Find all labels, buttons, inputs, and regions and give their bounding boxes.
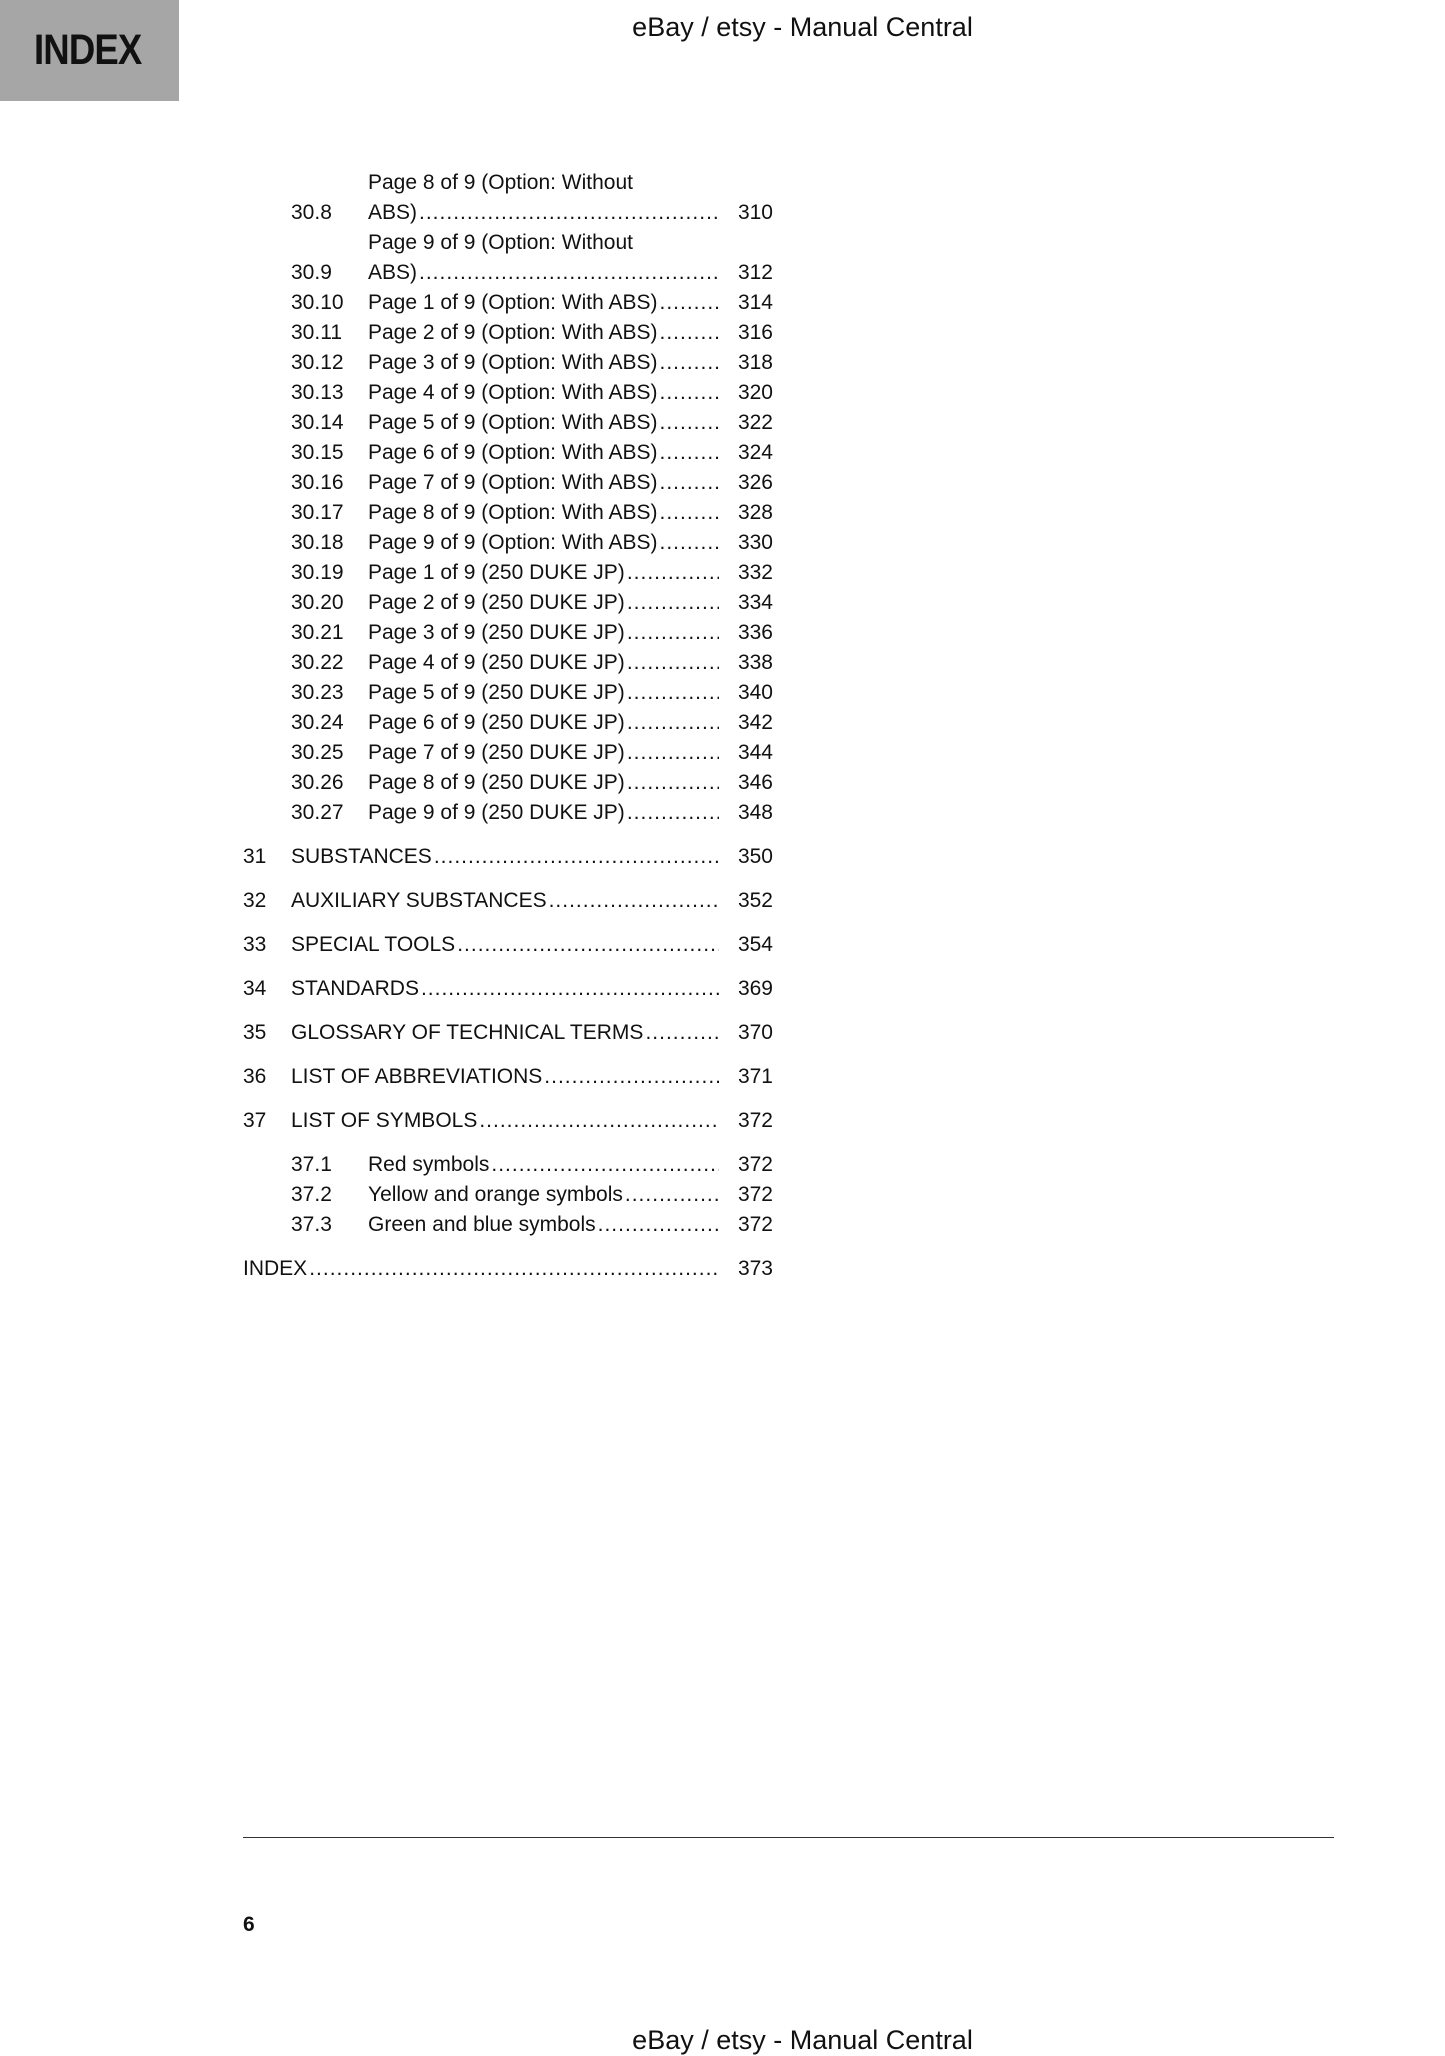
toc-entry-title: ABS) (368, 261, 418, 284)
dot-leader (627, 708, 719, 738)
toc-entry-number: 30.21 (291, 621, 344, 644)
toc-entry-page: 330 (737, 531, 773, 554)
dot-leader (659, 288, 719, 318)
toc-entry-number: 30.10 (291, 291, 344, 314)
toc-entry[interactable] (243, 886, 773, 916)
toc-entry-title: Page 4 of 9 (Option: With ABS) (368, 381, 658, 404)
dot-leader (627, 618, 719, 648)
toc-entry-title: STANDARDS (291, 977, 419, 1000)
toc-entry-page: 326 (737, 471, 773, 494)
toc-entry-page: 324 (737, 441, 773, 464)
toc-entry[interactable] (243, 438, 773, 468)
toc-entry-title: Page 2 of 9 (Option: With ABS) (368, 321, 658, 344)
dot-leader (627, 768, 719, 798)
toc-entry[interactable] (243, 1254, 773, 1284)
toc-entry-title: Page 5 of 9 (250 DUKE JP) (368, 681, 625, 704)
toc-entry-number: 30.11 (291, 321, 342, 344)
toc-entry-number: 37.2 (291, 1183, 332, 1206)
toc-entry-title: ABS) (368, 201, 418, 224)
toc-entry[interactable] (243, 1210, 773, 1240)
dot-leader (421, 974, 719, 1004)
toc-entry-title: Page 9 of 9 (Option: Without (368, 231, 633, 254)
toc-entry-number: 30.15 (291, 441, 344, 464)
toc-entry-page: 350 (737, 845, 773, 868)
toc-entry-title: Page 6 of 9 (Option: With ABS) (368, 441, 658, 464)
toc-entry-number: 34 (243, 977, 267, 1000)
dot-leader (659, 498, 719, 528)
toc-entry-number: 30.19 (291, 561, 344, 584)
page-header-title: eBay / etsy - Manual Central (632, 12, 973, 42)
toc-entry[interactable] (243, 408, 773, 438)
toc-entry-title: Page 3 of 9 (Option: With ABS) (368, 351, 658, 374)
toc-entry-title: Page 9 of 9 (Option: With ABS) (368, 531, 658, 554)
toc-entry[interactable] (243, 498, 773, 528)
dot-leader (544, 1062, 719, 1092)
toc-entry[interactable] (243, 378, 773, 408)
dot-leader (627, 738, 719, 768)
dot-leader (627, 588, 719, 618)
toc-entry[interactable] (243, 1106, 773, 1136)
page-footer-title: eBay / etsy - Manual Central (632, 2025, 973, 2055)
table-of-contents (243, 168, 773, 1284)
dot-leader (419, 198, 719, 228)
toc-entry[interactable] (243, 168, 773, 228)
dot-leader (625, 1180, 719, 1210)
dot-leader (627, 648, 719, 678)
toc-entry[interactable] (243, 974, 773, 1004)
toc-entry-page: 312 (737, 261, 773, 284)
dot-leader (309, 1254, 719, 1284)
toc-entry-title: Page 7 of 9 (250 DUKE JP) (368, 741, 625, 764)
toc-entry[interactable] (243, 738, 773, 768)
toc-entry-title: Page 9 of 9 (250 DUKE JP) (368, 801, 625, 824)
toc-entry[interactable] (243, 1018, 773, 1048)
dot-leader (457, 930, 719, 960)
toc-entry-page: 352 (737, 889, 773, 912)
toc-entry-page: 342 (737, 711, 773, 734)
toc-entry-page: 372 (737, 1213, 773, 1236)
dot-leader (627, 558, 719, 588)
toc-entry-number: 36 (243, 1065, 267, 1088)
toc-entry[interactable] (243, 468, 773, 498)
toc-entry-title: SUBSTANCES (291, 845, 432, 868)
toc-entry-title: Page 7 of 9 (Option: With ABS) (368, 471, 658, 494)
toc-entry-page: 336 (737, 621, 773, 644)
toc-entry[interactable] (243, 768, 773, 798)
toc-entry[interactable] (243, 318, 773, 348)
toc-entry-number: 30.13 (291, 381, 344, 404)
footer-divider (243, 1837, 1334, 1838)
toc-entry[interactable] (243, 1062, 773, 1092)
toc-entry-title: INDEX (243, 1257, 308, 1280)
toc-entry-title: LIST OF ABBREVIATIONS (291, 1065, 543, 1088)
toc-entry-title: Page 3 of 9 (250 DUKE JP) (368, 621, 625, 644)
toc-entry-number: 30.27 (291, 801, 344, 824)
toc-entry[interactable] (243, 648, 773, 678)
toc-entry-title: Page 1 of 9 (Option: With ABS) (368, 291, 658, 314)
toc-entry-number: 32 (243, 889, 267, 912)
toc-entry-page: 320 (737, 381, 773, 404)
toc-entry-title: LIST OF SYMBOLS (291, 1109, 478, 1132)
dot-leader (659, 348, 719, 378)
toc-entry-page: 334 (737, 591, 773, 614)
toc-entry-page: 328 (737, 501, 773, 524)
toc-entry-number: 30.20 (291, 591, 344, 614)
toc-entry[interactable] (243, 930, 773, 960)
toc-entry-title: Page 8 of 9 (Option: Without (368, 171, 633, 194)
toc-entry-title: AUXILIARY SUBSTANCES (291, 889, 547, 912)
toc-entry-page: 314 (737, 291, 773, 314)
toc-entry-page: 322 (737, 411, 773, 434)
toc-entry-page: 372 (737, 1153, 773, 1176)
page-number: 6 (243, 1913, 255, 1936)
toc-entry-number: 37.3 (291, 1213, 332, 1236)
toc-entry[interactable] (243, 228, 773, 288)
toc-entry-title: Yellow and orange symbols (368, 1183, 623, 1206)
toc-entry[interactable] (243, 288, 773, 318)
toc-entry-title: Page 4 of 9 (250 DUKE JP) (368, 651, 625, 674)
toc-entry-number: 30.17 (291, 501, 344, 524)
dot-leader (659, 468, 719, 498)
toc-entry-number: 37.1 (291, 1153, 332, 1176)
toc-entry-title: Green and blue symbols (368, 1213, 596, 1236)
dot-leader (659, 408, 719, 438)
toc-entry[interactable] (243, 618, 773, 648)
toc-entry-page: 372 (737, 1109, 773, 1132)
dot-leader (645, 1018, 719, 1048)
toc-entry-title: Page 8 of 9 (Option: With ABS) (368, 501, 658, 524)
toc-entry-number: 33 (243, 933, 267, 956)
dot-leader (479, 1106, 719, 1136)
dot-leader (598, 1210, 719, 1240)
toc-entry-page: 344 (737, 741, 773, 764)
toc-entry[interactable] (243, 708, 773, 738)
toc-entry-page: 369 (737, 977, 773, 1000)
toc-entry-page: 354 (737, 933, 773, 956)
toc-entry[interactable] (243, 348, 773, 378)
toc-entry-title: Page 1 of 9 (250 DUKE JP) (368, 561, 625, 584)
toc-entry-page: 371 (737, 1065, 773, 1088)
toc-entry-number: 37 (243, 1109, 267, 1132)
section-tab-label: INDEX (34, 26, 142, 74)
toc-entry-page: 346 (737, 771, 773, 794)
toc-entry-number: 31 (243, 845, 267, 868)
toc-entry-number: 30.16 (291, 471, 344, 494)
toc-entry[interactable] (243, 842, 773, 872)
toc-entry-page: 310 (737, 201, 773, 224)
toc-entry-number: 30.14 (291, 411, 344, 434)
toc-entry[interactable] (243, 1150, 773, 1180)
dot-leader (419, 258, 719, 288)
toc-entry-page: 318 (737, 351, 773, 374)
toc-entry-title: Red symbols (368, 1153, 490, 1176)
dot-leader (659, 318, 719, 348)
dot-leader (659, 528, 719, 558)
toc-entry[interactable] (243, 1180, 773, 1210)
toc-entry-number: 30.18 (291, 531, 344, 554)
toc-entry-number: 30.23 (291, 681, 344, 704)
toc-entry-title: Page 6 of 9 (250 DUKE JP) (368, 711, 625, 734)
toc-entry[interactable] (243, 588, 773, 618)
toc-entry-title: Page 5 of 9 (Option: With ABS) (368, 411, 658, 434)
toc-entry[interactable] (243, 528, 773, 558)
toc-entry-number: 30.26 (291, 771, 344, 794)
toc-entry-number: 30.25 (291, 741, 344, 764)
toc-entry-title: Page 8 of 9 (250 DUKE JP) (368, 771, 625, 794)
dot-leader (659, 378, 719, 408)
toc-entry-number: 30.9 (291, 261, 332, 284)
toc-entry-page: 348 (737, 801, 773, 824)
dot-leader (491, 1150, 719, 1180)
toc-entry[interactable] (243, 558, 773, 588)
toc-entry-number: 30.12 (291, 351, 344, 374)
toc-entry[interactable] (243, 798, 773, 828)
dot-leader (434, 842, 719, 872)
toc-entry-number: 30.8 (291, 201, 332, 224)
toc-entry-page: 316 (737, 321, 773, 344)
dot-leader (659, 438, 719, 468)
toc-entry-number: 35 (243, 1021, 267, 1044)
dot-leader (549, 886, 719, 916)
toc-entry-page: 373 (737, 1257, 773, 1280)
toc-entry-title: SPECIAL TOOLS (291, 933, 456, 956)
toc-entry-title: GLOSSARY OF TECHNICAL TERMS (291, 1021, 644, 1044)
toc-entry-page: 372 (737, 1183, 773, 1206)
toc-entry-page: 370 (737, 1021, 773, 1044)
toc-entry-page: 340 (737, 681, 773, 704)
dot-leader (627, 798, 719, 828)
toc-entry-number: 30.22 (291, 651, 344, 674)
toc-entry[interactable] (243, 678, 773, 708)
toc-entry-number: 30.24 (291, 711, 344, 734)
toc-entry-page: 332 (737, 561, 773, 584)
toc-entry-page: 338 (737, 651, 773, 674)
dot-leader (627, 678, 719, 708)
toc-entry-title: Page 2 of 9 (250 DUKE JP) (368, 591, 625, 614)
